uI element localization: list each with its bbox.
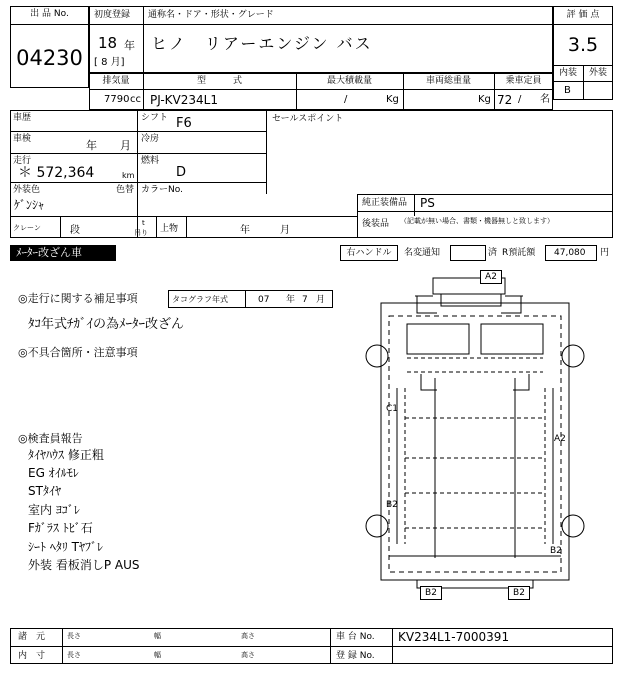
- fuel-value: D: [176, 165, 187, 180]
- interior-dim-label: 内 寸: [18, 651, 46, 661]
- inspection-year-unit: 年: [86, 139, 97, 152]
- capacity-slash: /: [518, 94, 522, 105]
- max-load-unit: Kg: [386, 94, 399, 105]
- grade-label: 評 価 点: [566, 10, 600, 20]
- width-label: 幅: [154, 651, 161, 659]
- interior-grade: B: [564, 85, 571, 96]
- damage-mark: B2: [508, 586, 530, 600]
- length-label: 長さ: [67, 651, 81, 659]
- color-change-label: 色替: [116, 185, 135, 195]
- grade-value: 3.5: [567, 34, 599, 56]
- yen-unit: 円: [600, 248, 610, 258]
- reg-number-label: 登 録 No.: [336, 651, 375, 661]
- color-label: 外装色: [13, 185, 41, 195]
- capacity-label: 乗車定員: [505, 76, 542, 86]
- sales-point-label: セールスポイント: [272, 114, 344, 124]
- fuel-label: 燃料: [141, 156, 160, 166]
- damage-mark: B2: [420, 586, 442, 600]
- driving-heading: ◎走行に関する補足事項: [18, 292, 138, 305]
- shift-value: F6: [176, 116, 192, 131]
- damage-mark: A2: [554, 434, 566, 444]
- inspector-heading: ◎検査員報告: [18, 432, 83, 445]
- tacho-label: タコグラフ年式: [172, 295, 228, 304]
- color-value: ｹﾞﾝｼｬ: [14, 198, 45, 212]
- inspector-line-6: ｼｰﾄ ﾍﾀﾘ Tﾔﾌﾞﾚ: [28, 540, 103, 554]
- model-label: 型 式: [196, 76, 242, 86]
- mileage-label: 走行: [13, 156, 32, 166]
- name-change-box: [450, 245, 486, 261]
- displacement-value: 7790: [104, 94, 130, 105]
- damage-mark: C1: [386, 404, 399, 414]
- interior-label: 内装: [558, 68, 577, 78]
- inspector-line-7: 外装 看板消しP AUS: [28, 558, 140, 572]
- crane-label: クレーン: [13, 224, 41, 232]
- inspector-line-2: EG ｵｲﾙﾓﾚ: [28, 466, 79, 480]
- driving-note: ﾀｺ年式ﾁｶﾞｲの為ﾒｰﾀｰ改ざん: [28, 317, 185, 332]
- height-label: 高さ: [241, 651, 255, 659]
- exterior-label: 外装: [588, 68, 607, 78]
- upper-label: 上物: [160, 224, 179, 234]
- ac-label: 冷房: [141, 134, 160, 144]
- displacement-label: 排気量: [102, 76, 130, 86]
- upper-month-unit: 月: [280, 225, 290, 236]
- reg-label: 初度登録: [94, 10, 131, 20]
- lot-number: 04230: [16, 46, 83, 70]
- completed-label: 済: [488, 248, 498, 258]
- bus-damage-diagram: [345, 268, 605, 610]
- lot-label: 出 品 No.: [30, 9, 69, 19]
- tacho-month: 7: [302, 295, 308, 305]
- chassis-number: KV234L1-7000391: [398, 630, 510, 644]
- right-handle-label: 右ハンドル: [346, 248, 392, 258]
- width-label: 幅: [154, 632, 161, 640]
- inspector-line-3: STﾀｲﾔ: [28, 484, 61, 498]
- length-label: 長さ: [67, 632, 81, 640]
- aftermarket-note: （記載が無い場合、書類・機器無しと致します）: [400, 217, 554, 225]
- recycle-fee: 47,080: [554, 248, 586, 258]
- crane-t-unit: t: [142, 219, 145, 227]
- inspector-line-4: 室内 ﾖｺﾞﾚ: [28, 503, 80, 517]
- equipment-label: 純正装備品: [362, 198, 408, 208]
- upper-year-unit: 年: [240, 225, 250, 236]
- meter-tampered-banner: ﾒｰﾀｰ改ざん車: [10, 245, 116, 261]
- damage-mark: A2: [480, 270, 502, 284]
- gross-weight-label: 車両総重量: [425, 76, 471, 86]
- inspection-label: 車検: [13, 134, 32, 144]
- inspection-month-unit: 月: [120, 139, 131, 152]
- recycle-label: R預託額: [502, 248, 536, 258]
- aftermarket-label: 後装品: [362, 219, 390, 229]
- car-name: ヒノ リアーエンジン バス: [151, 34, 373, 53]
- max-load-slash: /: [344, 94, 348, 105]
- height-label: 高さ: [241, 632, 255, 640]
- inspector-line-5: Fｶﾞﾗｽ ﾄﾋﾞ石: [28, 521, 93, 535]
- inspector-line-1: ﾀｲﾔﾊｳｽ 修正粗: [28, 448, 104, 462]
- reg-year-unit: 年: [124, 39, 135, 52]
- tacho-year: 07: [258, 295, 270, 305]
- capacity-unit: 名: [540, 94, 550, 105]
- max-load-label: 最大積載量: [326, 76, 372, 86]
- tacho-month-unit: 月: [316, 295, 326, 305]
- name-label: 通称名・ドア・形状・グレード: [148, 10, 274, 20]
- mileage-value: ＊ 572,364: [18, 165, 95, 181]
- crane-stage-unit: 段: [70, 225, 80, 236]
- damage-mark: B2: [550, 546, 562, 556]
- name-change-label: 名変通知: [404, 248, 441, 258]
- damage-mark: B2: [386, 500, 398, 510]
- reg-year: 18: [98, 34, 118, 52]
- capacity-value: 72: [497, 93, 513, 107]
- model-value: PJ-KV234L1: [150, 93, 218, 107]
- shift-label: シフト: [141, 113, 169, 123]
- defects-heading: ◎不具合箇所・注意事項: [18, 346, 138, 359]
- displacement-unit: cc: [130, 94, 141, 105]
- history-label: 車歴: [13, 113, 32, 123]
- equipment-value: PS: [420, 196, 435, 210]
- chassis-label: 車 台 No.: [336, 632, 375, 642]
- specs-label: 諸 元: [18, 632, 46, 642]
- tacho-year-unit: 年: [286, 295, 296, 305]
- color-code-label: カラーNo.: [141, 185, 183, 195]
- reg-month: [ 8 月]: [94, 57, 125, 68]
- mileage-unit: km: [122, 171, 135, 180]
- gross-unit: Kg: [478, 94, 491, 105]
- crane-lift-unit: 吊り: [134, 229, 148, 237]
